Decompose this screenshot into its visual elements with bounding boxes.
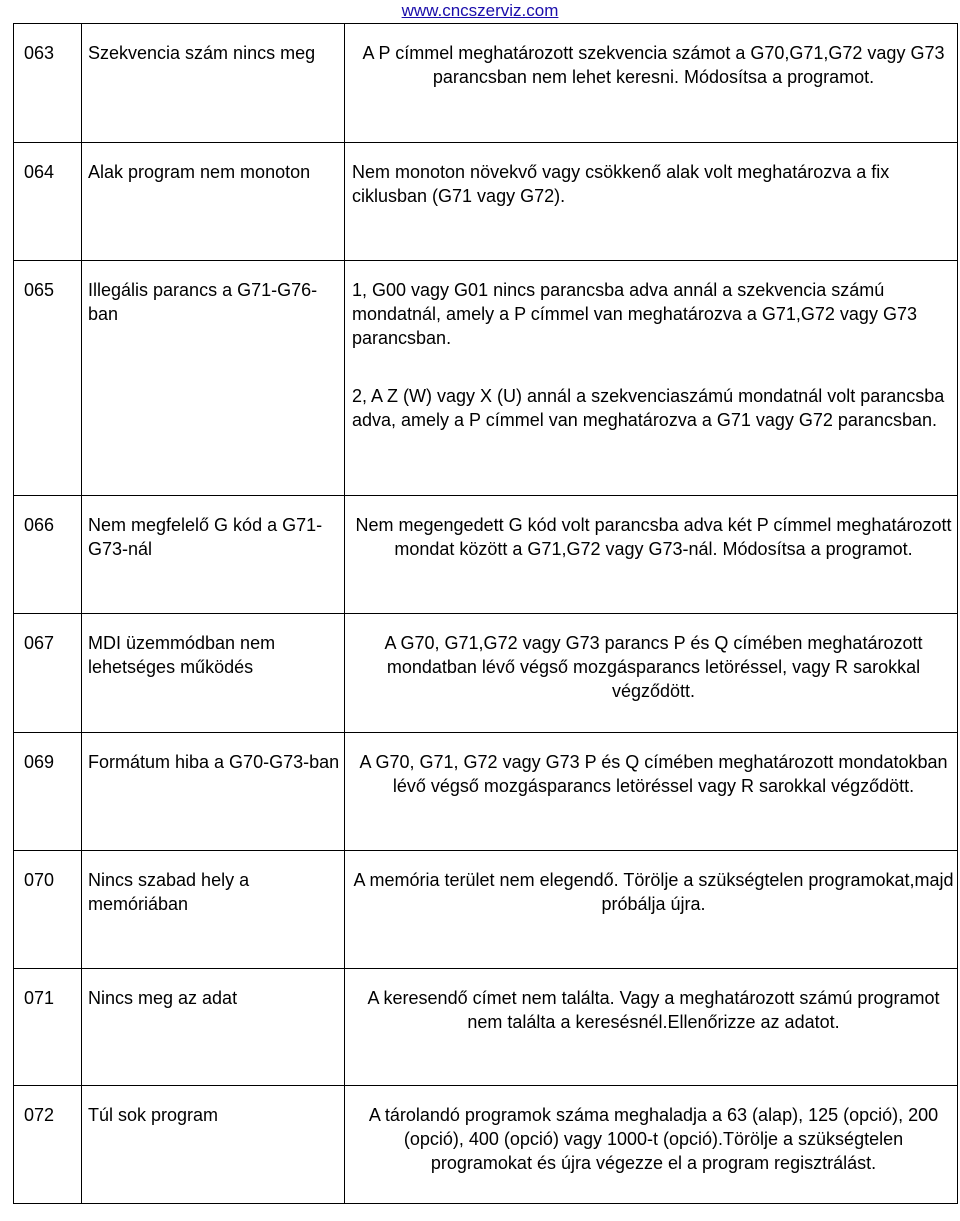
alarm-description <box>345 1086 958 1204</box>
alarm-description <box>345 24 958 143</box>
alarm-description-text: Nem megengedett G kód volt parancsba adva két P címmel meghatározott mondat között a G71,G72 vagy G73-nál. Módosítsa a programot. <box>355 515 952 559</box>
alarm-description <box>345 496 958 614</box>
alarm-title: Túl sok program <box>82 1086 345 1204</box>
alarm-title: Szekvencia szám nincs meg <box>82 24 345 143</box>
table-row <box>14 614 958 733</box>
alarm-description-text: A keresendő címet nem találta. Vagy a meghatározott számú programot nem találta a keresésnél.Ellenőrizze az adatot. <box>367 988 940 1032</box>
table-row <box>14 851 958 969</box>
alarm-description-text: Nem monoton növekvő vagy csökkenő alak volt meghatározva a fix ciklusban (G71 vagy G72). <box>352 162 890 206</box>
alarm-description-text: 1, G00 vagy G01 nincs parancsba adva annál a szekvencia számú mondatnál, amely a P címmel van meghatározva a G71,G72 vagy G73 parancsban. <box>352 280 917 348</box>
alarm-description-text: A tárolandó programok száma meghaladja a 63 (alap), 125 (opció), 200 (opció), 400 (opció) vagy 1000-t (opció).Törölje a szükségtelen programokat és újra végezze el a program regisztrálást. <box>368 1105 939 1173</box>
alarm-title: MDI üzemmódban nem lehetséges működés <box>82 614 345 733</box>
alarm-code: 067 <box>14 614 82 733</box>
alarm-description <box>345 733 958 851</box>
alarm-description <box>345 143 958 261</box>
alarm-description-text: A P címmel meghatározott szekvencia számot a G70,G71,G72 vagy G73 parancsban nem lehet keresni. Módosítsa a programot. <box>362 43 945 87</box>
table-row <box>14 969 958 1086</box>
alarm-title: Alak program nem monoton <box>82 143 345 261</box>
alarm-description <box>345 261 958 496</box>
alarm-description-text: 2, A Z (W) vagy X (U) annál a szekvenciaszámú mondatnál volt parancsba adva, amely a P címmel van meghatározva a G71 vagy G72 parancsban. <box>352 386 945 430</box>
alarm-code: 072 <box>14 1086 82 1204</box>
alarm-description <box>345 851 958 969</box>
site-link[interactable]: www.cncszerviz.com <box>401 1 559 20</box>
table-row <box>14 1086 958 1204</box>
alarm-code: 063 <box>14 24 82 143</box>
table-row <box>14 143 958 261</box>
table-row <box>14 733 958 851</box>
alarm-description-text: A memória terület nem elegendő. Törölje a szükségtelen programokat,majd próbálja újra. <box>353 870 954 914</box>
alarm-code: 069 <box>14 733 82 851</box>
alarm-code: 070 <box>14 851 82 969</box>
alarm-description <box>345 969 958 1086</box>
alarm-description-text: A G70, G71,G72 vagy G73 parancs P és Q címében meghatározott mondatban lévő végső mozgásparancs letöréssel, vagy R sarokkal végződött. <box>384 633 923 701</box>
table-row <box>14 496 958 614</box>
alarm-title: Nem megfelelő G kód a G71-G73-nál <box>82 496 345 614</box>
alarm-description-text: A G70, G71, G72 vagy G73 P és Q címében meghatározott mondatokban lévő végső mozgásparancs letöréssel vagy R sarokkal végződött. <box>359 752 948 796</box>
alarm-title: Nincs meg az adat <box>82 969 345 1086</box>
alarm-title: Formátum hiba a G70-G73-ban <box>82 733 345 851</box>
table-row <box>14 261 958 496</box>
alarm-code-table <box>13 23 958 1204</box>
table-row <box>14 24 958 143</box>
alarm-code: 071 <box>14 969 82 1086</box>
alarm-code: 064 <box>14 143 82 261</box>
alarm-title: Nincs szabad hely a memóriában <box>82 851 345 969</box>
alarm-title: Illegális parancs a G71-G76-ban <box>82 261 345 496</box>
alarm-description <box>345 614 958 733</box>
alarm-code: 066 <box>14 496 82 614</box>
alarm-code: 065 <box>14 261 82 496</box>
